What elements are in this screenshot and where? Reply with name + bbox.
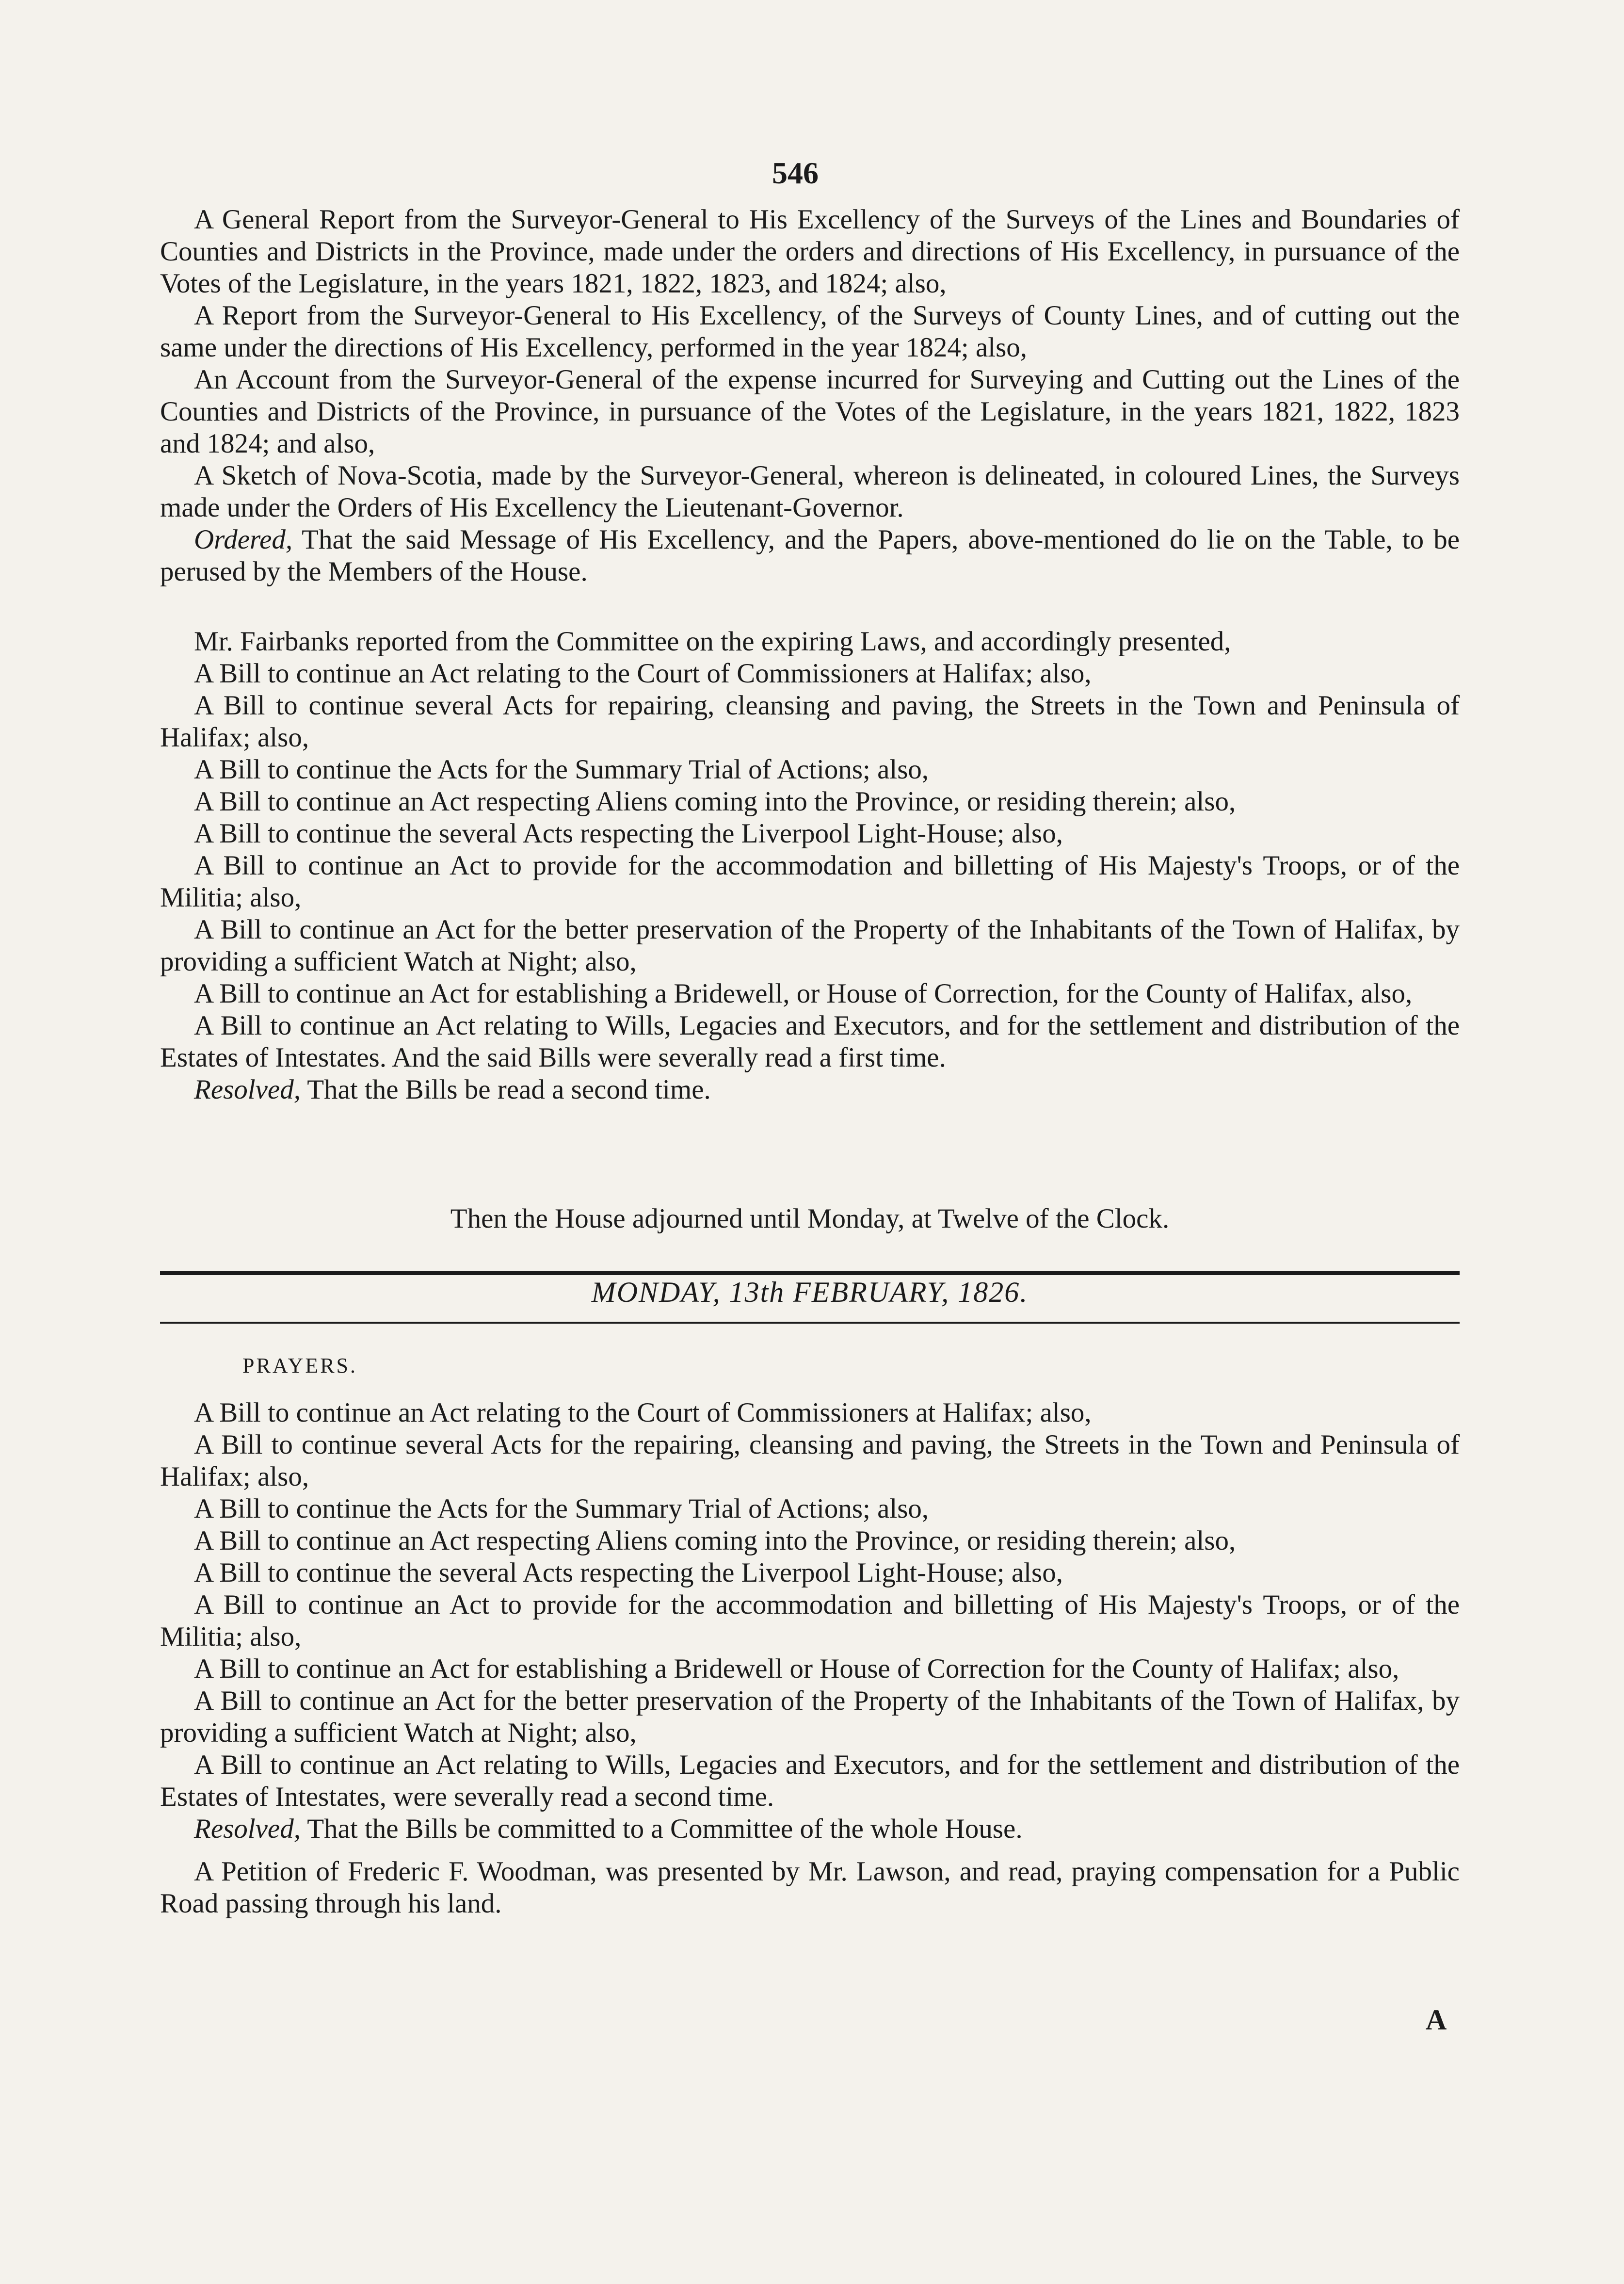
paragraph: A Bill to continue an Act relating to the Court of Commissioners at Halifax; also,	[194, 658, 1092, 689]
paragraph: A Bill to continue the Acts for the Summary Trial of Actions; also,	[194, 754, 929, 785]
paragraph: A Bill to continue the several Acts respecting the Liverpool Light-House; also,	[194, 818, 1063, 849]
paragraph: A Bill to continue an Act to provide for the accommodation and billetting of His Majesty's Troops, or of the Militia; also,	[160, 1589, 1460, 1652]
paragraph: Ordered, That the said Message of His Excellency, and the Papers, above-mentioned do lie on the Table, to be perused by the Members of the House.	[160, 524, 1460, 587]
expiring-laws-bills	[160, 626, 1460, 1106]
adjournment-line: Then the House adjourned until Monday, at Twelve of the Clock.	[450, 1203, 1170, 1234]
prayers-heading: PRAYERS.	[242, 1354, 358, 1377]
second-reading-bills	[160, 1397, 1460, 1920]
paragraph: A Bill to continue an Act relating to the Court of Commissioners at Halifax; also,	[194, 1397, 1092, 1428]
paragraph: A Bill to continue several Acts for repairing, cleansing and paving, the Streets in the Town and Peninsula of Halifax; also,	[160, 690, 1460, 753]
paragraph: A Bill to continue an Act for establishing a Bridewell, or House of Correction, for the County of Halifax, also,	[194, 978, 1413, 1009]
paragraph: A Bill to continue the several Acts respecting the Liverpool Light-House; also,	[194, 1557, 1063, 1588]
papers-list	[160, 204, 1460, 588]
page-number: 546	[772, 156, 819, 190]
paragraph: A Bill to continue an Act for the better preservation of the Property of the Inhabitants of the Town of Halifax, by providing a sufficient Watch at Night; also,	[160, 1685, 1460, 1748]
paragraph: A Bill to continue the Acts for the Summary Trial of Actions; also,	[194, 1493, 929, 1524]
paragraph: A Petition of Frederic F. Woodman, was presented by Mr. Lawson, and read, praying compensation for a Public Road passing through his land.	[160, 1856, 1460, 1919]
paragraph: A Report from the Surveyor-General to His Excellency, of the Surveys of County Lines, and of cutting out the same under the directions of His Excellency, performed in the year 1824; also,	[160, 300, 1460, 363]
paragraph: A Bill to continue an Act relating to Wills, Legacies and Executors, and for the settlement and distribution of the Estates of Intestates. And the said Bills were severally read a first time.	[160, 1010, 1460, 1073]
paragraph: Mr. Fairbanks reported from the Committee on the expiring Laws, and accordingly presented,	[194, 626, 1231, 657]
date-heading: MONDAY, 13th FEBRUARY, 1826.	[591, 1276, 1029, 1308]
paragraph: A Bill to continue an Act respecting Aliens coming into the Province, or residing therein; also,	[194, 1525, 1236, 1556]
paragraph: A Bill to continue an Act for establishing a Bridewell or House of Correction for the County of Halifax; also,	[194, 1653, 1399, 1684]
paragraph: A Bill to continue an Act respecting Aliens coming into the Province, or residing therein; also,	[194, 786, 1236, 817]
paragraph: A Bill to continue an Act to provide for the accommodation and billetting of His Majesty's Troops, or of the Militia; also,	[160, 850, 1460, 913]
paragraph: Resolved, That the Bills be read a second time.	[194, 1074, 711, 1105]
heavy-rule	[160, 1271, 1460, 1275]
paragraph: A Bill to continue an Act relating to Wills, Legacies and Executors, and for the settlement and distribution of the Estates of Intestates, were severally read a second time.	[160, 1749, 1460, 1812]
paragraph: An Account from the Surveyor-General of the expense incurred for Surveying and Cutting out the Lines of the Counties and Districts of the Province, in pursuance of the Votes of the Legislature, in the years 1821, 1822, 1823 and 1824; and also,	[160, 364, 1460, 459]
paragraph: A General Report from the Surveyor-General to His Excellency of the Surveys of the Lines and Boundaries of Counties and Districts in the Province, made under the orders and directions of His Excellency, in pursuance of the Votes of the Legislature, in the years 1821, 1822, 1823, and 1824; also,	[160, 204, 1460, 299]
thin-rule	[160, 1322, 1460, 1324]
paragraph: A Sketch of Nova-Scotia, made by the Surveyor-General, whereon is delineated, in coloured Lines, the Surveys made under the Orders of His Excellency the Lieutenant-Governor.	[160, 460, 1460, 523]
paragraph: Resolved, That the Bills be committed to a Committee of the whole House.	[194, 1814, 1023, 1844]
paragraph: A Bill to continue several Acts for the repairing, cleansing and paving, the Streets in the Town and Peninsula of Halifax; also,	[160, 1429, 1460, 1492]
catchword: A	[1426, 2004, 1447, 2036]
paragraph: A Bill to continue an Act for the better preservation of the Property of the Inhabitants of the Town of Halifax, by providing a sufficient Watch at Night; also,	[160, 914, 1460, 977]
